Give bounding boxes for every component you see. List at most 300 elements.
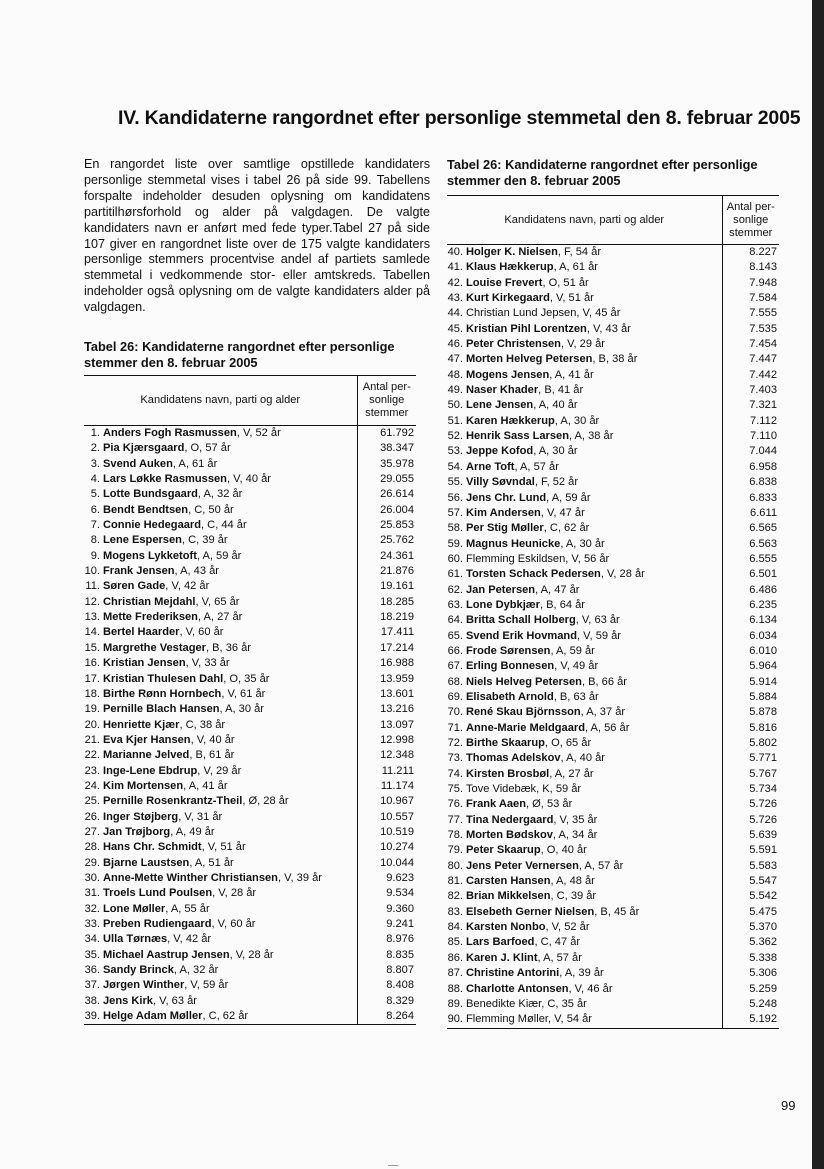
table-row (84, 503, 416, 518)
candidate-party-age: , V, 40 år (226, 473, 271, 486)
table-row (84, 641, 416, 656)
rank-number: 24. (84, 779, 100, 792)
candidate-party-age: , C, 62 år (543, 522, 590, 535)
votes-cell: 10.044 (357, 856, 416, 871)
rank-number: 88. (447, 982, 463, 995)
votes-cell: 12.348 (357, 748, 416, 763)
candidate-name: Birthe Skaarup (466, 737, 545, 749)
candidate-cell (447, 398, 722, 413)
candidate-name: Klaus Hækkerup (466, 261, 554, 274)
rank-number: 11. (85, 580, 100, 593)
table-row (84, 994, 416, 1009)
candidate-cell (84, 886, 357, 901)
votes-cell: 35.978 (357, 457, 416, 472)
votes-cell: 13.216 (357, 702, 416, 717)
candidate-name: Kristian Jensen (103, 657, 186, 670)
table-caption-left: Tabel 26: Kandidaterne rangordnet efter personlige stemmer den 8. februar 2005 (84, 339, 395, 370)
candidate-cell (84, 579, 357, 594)
candidate-name: Karsten Nonbo (466, 921, 546, 934)
table-row (84, 487, 416, 502)
candidate-party-age: , A, 32 år (197, 488, 243, 501)
candidate-party-age: , V, 28 år (212, 887, 257, 900)
candidate-cell (84, 902, 357, 917)
rank-number: 46. (447, 338, 463, 351)
rank-number: 66. (447, 644, 463, 657)
candidate-cell (84, 794, 357, 809)
votes-cell: 7.555 (722, 306, 779, 321)
candidate-party-age: , A, 43 år (174, 565, 219, 578)
candidate-cell (447, 966, 722, 981)
candidate-party-age: Benedikte Kiær, C, 35 år (466, 997, 587, 1010)
votes-cell: 6.134 (722, 613, 779, 628)
rank-number: 31. (84, 887, 100, 900)
candidate-name: Villy Søvndal (466, 476, 535, 489)
table-row (447, 659, 779, 674)
rank-number: 51. (447, 414, 463, 427)
candidate-name: Hans Chr. Schmidt (103, 841, 202, 854)
candidate-party-age: , A, 40 år (560, 752, 605, 765)
votes-cell: 8.227 (722, 245, 779, 261)
votes-cell: 18.219 (357, 610, 416, 625)
rank-number: 19. (84, 703, 100, 716)
table-row (447, 690, 779, 705)
votes-cell: 6.958 (722, 460, 779, 475)
votes-cell: 19.161 (357, 579, 416, 594)
votes-cell: 8.807 (357, 963, 416, 978)
table-row (447, 552, 779, 567)
votes-cell: 7.110 (722, 429, 779, 444)
candidate-name: Peter Christensen (466, 338, 561, 351)
candidate-cell (84, 472, 357, 487)
votes-cell: 24.361 (357, 549, 416, 564)
candidate-party-age: , Ø, 28 år (242, 795, 289, 808)
candidate-party-age: , A, 61 år (553, 261, 598, 274)
candidate-party-age: , A, 56 år (584, 721, 630, 734)
rank-number: 29. (84, 856, 100, 869)
candidate-cell (447, 905, 722, 920)
candidate-cell (84, 687, 357, 702)
table-row (447, 797, 779, 812)
candidate-party-age: , B, 66 år (581, 675, 627, 688)
votes-cell: 25.853 (357, 518, 416, 533)
candidate-name: Marianne Jelved (103, 749, 190, 762)
rank-number: 34. (84, 933, 100, 946)
candidate-party-age: , A, 51 år (189, 856, 234, 869)
rank-number: 37. (84, 979, 100, 992)
candidate-cell (447, 690, 722, 705)
candidate-cell (447, 506, 722, 521)
candidate-name: Jens Chr. Lund (466, 491, 547, 504)
votes-cell: 9.241 (357, 917, 416, 932)
candidate-cell (447, 1012, 722, 1028)
candidate-name: Jan Trøjborg (103, 825, 171, 838)
candidate-cell (84, 610, 357, 625)
candidate-name: Kristian Thulesen Dahl (103, 672, 224, 685)
rank-number: 72. (447, 737, 463, 749)
candidate-party-age: , A, 40 år (533, 399, 578, 412)
candidate-party-age: , A, 30 år (560, 537, 605, 550)
votes-cell: 5.726 (722, 797, 779, 812)
table-body-left (84, 426, 416, 1025)
candidate-name: Pernille Blach Hansen (103, 703, 220, 716)
candidate-cell (447, 567, 722, 582)
rank-number: 42. (447, 276, 463, 289)
candidate-cell (84, 549, 357, 564)
candidate-name: Inger Støjberg (103, 810, 179, 823)
candidate-cell (447, 982, 722, 997)
candidate-party-age: , B, 36 år (205, 641, 251, 654)
candidate-party-age: , V, 31 år (178, 810, 223, 823)
rank-number: 48. (447, 368, 463, 381)
candidate-party-age: , V, 33 år (185, 657, 230, 670)
table-row (84, 625, 416, 640)
candidate-party-age: , V, 28 år (600, 568, 645, 581)
candidate-name: Carsten Hansen (466, 875, 551, 888)
candidate-name: Bertel Haarder (103, 626, 180, 639)
rank-number: 56. (447, 491, 463, 504)
candidate-name: Birthe Rønn Hornbech (103, 687, 222, 700)
candidate-cell (447, 797, 722, 812)
candidate-cell (84, 748, 357, 763)
rank-number: 27. (84, 825, 100, 838)
votes-cell: 5.192 (722, 1012, 779, 1028)
table-row (84, 978, 416, 993)
table-row (447, 782, 779, 797)
candidate-name: Louise Frevert (466, 276, 543, 289)
table-row (447, 705, 779, 720)
rank-number: 40. (447, 246, 463, 258)
candidate-cell (84, 702, 357, 717)
votes-cell: 10.519 (357, 825, 416, 840)
candidate-party-age: , A, 59 år (196, 549, 242, 562)
candidate-party-age: , A, 38 år (568, 430, 614, 443)
rank-number: 89. (447, 997, 463, 1010)
candidate-cell (84, 963, 357, 978)
candidate-name: Connie Hedegaard (103, 519, 202, 532)
candidate-party-age: , A, 57 år (578, 859, 624, 872)
rank-number: 16. (84, 657, 100, 670)
candidate-name: Jeppe Kofod (466, 445, 534, 458)
votes-cell: 8.976 (357, 932, 416, 947)
candidate-cell (84, 948, 357, 963)
rank-number: 82. (447, 890, 463, 903)
candidate-party-age: , V, 42 år (167, 933, 212, 946)
candidate-cell (447, 828, 722, 843)
rank-number: 41. (447, 261, 463, 274)
rank-number: 65. (447, 629, 463, 642)
rank-number: 74. (447, 767, 463, 780)
candidate-party-age: , V, 59 år (184, 979, 229, 992)
rank-number: 7. (90, 519, 100, 532)
candidate-cell (447, 659, 722, 674)
rank-number: 61. (447, 568, 463, 581)
rank-number: 35. (84, 948, 100, 961)
candidate-cell (447, 751, 722, 766)
votes-cell: 7.442 (722, 368, 779, 383)
table-row (447, 997, 779, 1012)
table-row (447, 276, 779, 291)
table-row (447, 813, 779, 828)
candidate-cell (447, 260, 722, 275)
table-row (84, 687, 416, 702)
candidate-cell (447, 368, 722, 383)
table-row (84, 1009, 416, 1025)
votes-cell: 18.285 (357, 595, 416, 610)
candidate-party-age: Tove Videbæk, K, 59 år (466, 783, 582, 796)
votes-cell: 7.403 (722, 383, 779, 398)
candidate-name: Mette Frederiksen (103, 611, 198, 624)
votes-cell: 5.259 (722, 982, 779, 997)
rank-number: 15. (84, 641, 100, 654)
candidate-cell (447, 782, 722, 797)
votes-cell: 6.010 (722, 644, 779, 659)
candidate-cell (84, 533, 357, 548)
candidate-party-age: , A, 47 år (535, 583, 580, 596)
candidate-name: Christian Mejdahl (103, 595, 196, 608)
table-row (84, 426, 416, 442)
candidate-name: Brian Mikkelsen (466, 890, 551, 903)
candidate-cell (447, 552, 722, 567)
candidate-cell (447, 383, 722, 398)
candidate-party-age: , A, 34 år (552, 829, 598, 842)
candidate-cell (447, 644, 722, 659)
table-row (447, 767, 779, 782)
votes-cell: 5.547 (722, 874, 779, 889)
candidate-party-age: , V, 60 år (211, 918, 256, 930)
candidate-party-age: , F, 52 år (534, 476, 579, 489)
candidate-party-age: , A, 57 år (537, 951, 582, 964)
candidate-party-age: , A, 27 år (549, 767, 594, 780)
rank-number: 60. (447, 552, 463, 565)
rank-number: 33. (84, 918, 100, 930)
candidate-name: Britta Schall Holberg (466, 614, 576, 627)
votes-cell: 5.475 (722, 905, 779, 920)
candidate-name: Anne-Marie Meldgaard (466, 721, 585, 734)
votes-cell: 5.370 (722, 920, 779, 935)
rank-number: 47. (447, 353, 463, 366)
rank-number: 71. (447, 721, 463, 734)
rank-number: 20. (84, 718, 100, 731)
votes-cell: 26.614 (357, 487, 416, 502)
candidate-party-age: , V, 28 år (229, 948, 274, 961)
column-header-votes: Antal per-sonlige stemmer (357, 376, 416, 426)
votes-cell: 5.583 (722, 859, 779, 874)
votes-cell: 5.542 (722, 889, 779, 904)
rank-number: 64. (447, 614, 463, 627)
votes-cell: 7.112 (722, 414, 779, 429)
rank-number: 87. (447, 967, 463, 980)
candidate-name: Troels Lund Poulsen (103, 887, 213, 900)
candidate-name: Thomas Adelskov (466, 752, 561, 765)
candidate-cell (84, 595, 357, 610)
candidate-party-age: , O, 40 år (540, 844, 587, 857)
votes-cell: 10.557 (357, 810, 416, 825)
candidate-name: Jens Peter Vernersen (466, 859, 579, 872)
rank-number: 68. (447, 675, 463, 688)
candidate-party-age: , C, 39 år (181, 534, 228, 547)
table-row (84, 948, 416, 963)
candidate-party-age: , C, 62 år (202, 1010, 249, 1023)
rank-number: 49. (447, 384, 463, 397)
votes-cell: 7.535 (722, 322, 779, 337)
votes-cell: 13.601 (357, 687, 416, 702)
rank-number: 38. (84, 994, 100, 1007)
candidate-party-age: , V, 59 år (576, 629, 621, 642)
rank-number: 57. (447, 506, 463, 519)
table-row (447, 475, 779, 490)
candidate-party-age: , B, 61 år (189, 749, 235, 762)
votes-cell: 8.143 (722, 260, 779, 275)
candidate-cell (84, 487, 357, 502)
votes-cell: 61.792 (357, 426, 416, 442)
candidate-party-age: , V, 49 år (554, 660, 599, 673)
table-row (447, 905, 779, 920)
rank-number: 43. (447, 292, 463, 305)
table-row (84, 595, 416, 610)
votes-cell: 6.486 (722, 583, 779, 598)
candidate-party-age: , A, 27 år (197, 611, 243, 624)
rank-number: 13. (84, 611, 100, 624)
table-row (447, 506, 779, 521)
candidate-party-age: , Ø, 53 år (526, 798, 573, 811)
candidate-cell (447, 306, 722, 321)
candidate-party-age: , A, 32 år (173, 964, 219, 977)
votes-cell: 7.948 (722, 276, 779, 291)
candidate-party-age: , B, 41 år (538, 384, 584, 397)
candidate-party-age: , O, 57 år (184, 442, 231, 455)
candidate-cell (84, 994, 357, 1009)
candidate-name: Henriette Kjær (103, 718, 180, 731)
table-row (84, 733, 416, 748)
candidate-cell (447, 951, 722, 966)
candidate-cell (84, 932, 357, 947)
candidate-name: Inge-Lene Ebdrup (103, 764, 198, 777)
rank-number: 45. (447, 322, 463, 335)
candidate-name: René Skau Björnsson (466, 706, 581, 719)
votes-cell: 5.964 (722, 659, 779, 674)
table-row (447, 521, 779, 536)
candidate-cell (447, 813, 722, 828)
table-row (447, 337, 779, 352)
rank-number: 53. (447, 445, 463, 458)
candidate-name: Naser Khader (466, 384, 539, 397)
rank-number: 21. (84, 733, 100, 746)
candidate-cell (447, 276, 722, 291)
page-number: 99 (781, 1098, 796, 1113)
candidate-cell (447, 322, 722, 337)
table-row (84, 825, 416, 840)
table-row (447, 951, 779, 966)
votes-cell: 5.914 (722, 675, 779, 690)
candidate-cell (84, 810, 357, 825)
rank-number: 25. (84, 795, 100, 808)
candidate-name: Bendt Bendtsen (103, 503, 189, 516)
candidate-cell (447, 460, 722, 475)
rank-number: 54. (447, 460, 463, 473)
rank-number: 39. (84, 1010, 100, 1023)
candidate-party-age: , V, 51 år (549, 292, 594, 305)
candidate-party-age: , C, 44 år (201, 519, 247, 532)
candidate-party-age: , A, 61 år (172, 457, 218, 470)
candidate-name: Erling Bonnesen (466, 660, 555, 673)
votes-cell: 7.321 (722, 398, 779, 413)
candidate-cell (84, 641, 357, 656)
candidate-cell (447, 721, 722, 736)
rank-number: 5. (90, 488, 100, 501)
table-row (447, 613, 779, 628)
rank-number: 58. (447, 522, 463, 535)
candidate-name: Niels Helveg Petersen (466, 675, 582, 688)
table-row (447, 567, 779, 582)
table-row (447, 414, 779, 429)
rank-number: 78. (447, 829, 463, 842)
votes-cell: 7.447 (722, 352, 779, 367)
rank-number: 14. (84, 626, 100, 639)
candidate-party-age: , V, 52 år (236, 427, 281, 439)
candidate-name: Peter Skaarup (466, 844, 541, 857)
candidate-cell (84, 856, 357, 871)
candidate-name: Charlotte Antonsen (466, 982, 569, 995)
table-row (447, 429, 779, 444)
votes-cell: 5.816 (722, 721, 779, 736)
rank-number: 79. (447, 844, 463, 857)
candidate-name: Kristian Pihl Lorentzen (466, 322, 587, 335)
rank-number: 32. (84, 902, 100, 915)
rank-number: 81. (447, 875, 463, 888)
table-row (84, 564, 416, 579)
candidate-party-age: , A, 49 år (170, 825, 215, 838)
candidate-party-age: , O, 65 år (544, 737, 592, 749)
candidate-cell (447, 475, 722, 490)
votes-cell: 10.274 (357, 840, 416, 855)
rank-number: 17. (84, 672, 100, 685)
votes-cell: 38.347 (357, 441, 416, 456)
votes-cell: 7.584 (722, 291, 779, 306)
candidate-name: Torsten Schack Pedersen (466, 568, 601, 581)
candidate-party-age: , V, 52 år (545, 921, 590, 934)
rank-number: 30. (84, 871, 100, 884)
candidate-cell (84, 426, 357, 442)
votes-cell: 9.534 (357, 886, 416, 901)
rank-number: 50. (447, 399, 463, 412)
votes-cell: 8.329 (357, 994, 416, 1009)
table-row (84, 810, 416, 825)
candidate-cell (84, 764, 357, 779)
rank-number: 18. (84, 687, 100, 700)
candidate-cell (447, 291, 722, 306)
votes-cell: 11.174 (357, 779, 416, 794)
table-row (84, 764, 416, 779)
rank-number: 85. (447, 936, 463, 949)
candidate-party-age: , B, 64 år (539, 598, 585, 611)
candidate-name: Anders Fogh Rasmussen (103, 427, 237, 439)
candidate-cell (84, 1009, 357, 1025)
table-row (84, 886, 416, 901)
candidate-party-age: , A, 57 år (514, 460, 559, 473)
table-row (447, 874, 779, 889)
votes-cell: 11.211 (357, 764, 416, 779)
rank-number: 12. (84, 595, 100, 608)
candidate-cell (84, 503, 357, 518)
candidate-cell (447, 521, 722, 536)
candidate-name: Frank Aaen (466, 798, 527, 811)
table-row (447, 828, 779, 843)
candidate-cell (84, 518, 357, 533)
table-row (447, 644, 779, 659)
candidate-cell (447, 629, 722, 644)
table-row (84, 902, 416, 917)
votes-cell: 5.726 (722, 813, 779, 828)
